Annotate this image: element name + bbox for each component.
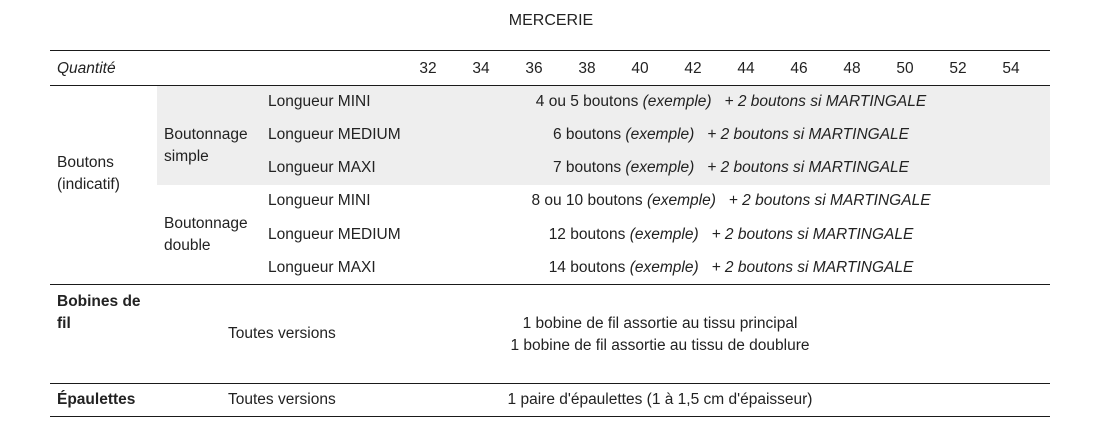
size-header: 48 [843, 60, 861, 77]
martingale-note: + 2 boutons si MARTINGALE [707, 126, 909, 143]
button-count: 4 ou 5 boutons [535, 93, 639, 110]
rule-top [50, 50, 1050, 51]
size-header: 50 [896, 60, 914, 77]
epaulettes-version: Toutes versions [228, 391, 336, 408]
simple-sublabel: simple [164, 148, 209, 165]
example-note: (exemple) [629, 259, 699, 276]
example-note: (exemple) [642, 93, 712, 110]
quantity-label: Quantité [57, 60, 116, 77]
button-count: 8 ou 10 boutons [531, 192, 643, 209]
rule-bottom [50, 416, 1050, 417]
bobines-values [430, 313, 890, 357]
button-count: 6 boutons [553, 126, 622, 143]
simple-label: Boutonnage [164, 126, 248, 143]
button-count-note [531, 192, 931, 210]
size-header: 38 [578, 60, 596, 77]
boutons-label: Boutons [57, 154, 114, 171]
size-header: 46 [790, 60, 808, 77]
size-header: 40 [631, 60, 649, 77]
button-count-note [531, 226, 931, 244]
double-label: Boutonnage [164, 215, 248, 232]
button-count-note [531, 93, 931, 111]
button-count: 14 boutons [548, 259, 626, 276]
double-sublabel: double [164, 237, 211, 254]
size-header: 52 [949, 60, 967, 77]
length-label: Longueur MAXI [268, 259, 376, 276]
size-header: 32 [419, 60, 437, 77]
size-header: 36 [525, 60, 543, 77]
length-label: Longueur MEDIUM [268, 126, 401, 143]
bobines-label: Bobines de [57, 293, 141, 310]
size-header: 44 [737, 60, 755, 77]
length-label: Longueur MEDIUM [268, 226, 401, 243]
button-count: 12 boutons [548, 226, 626, 243]
table-title: MERCERIE [508, 12, 594, 29]
example-note: (exemple) [625, 126, 695, 143]
martingale-note: + 2 boutons si MARTINGALE [711, 226, 914, 243]
bobine-doublure: 1 bobine de fil assortie au tissu de doublure [510, 337, 810, 354]
rule-bobines [50, 383, 1050, 384]
martingale-note: + 2 boutons si MARTINGALE [724, 93, 927, 110]
length-label: Longueur MAXI [268, 159, 376, 176]
boutons-sublabel: (indicatif) [57, 176, 120, 193]
martingale-note: + 2 boutons si MARTINGALE [707, 159, 909, 176]
button-count-note [531, 259, 931, 277]
button-count: 7 boutons [553, 159, 622, 176]
bobine-principal: 1 bobine de fil assortie au tissu principal [522, 315, 798, 332]
size-header: 42 [684, 60, 702, 77]
example-note: (exemple) [625, 159, 695, 176]
rule-boutons [50, 284, 1050, 285]
bobines-sublabel: fil [57, 315, 71, 332]
length-label: Longueur MINI [268, 192, 371, 209]
button-count-note [531, 126, 931, 144]
length-label: Longueur MINI [268, 93, 371, 110]
example-note: (exemple) [629, 226, 699, 243]
epaulettes-label: Épaulettes [57, 391, 136, 408]
martingale-note: + 2 boutons si MARTINGALE [728, 192, 931, 209]
size-header: 54 [1002, 60, 1020, 77]
example-note: (exemple) [646, 192, 716, 209]
size-header: 34 [472, 60, 490, 77]
button-count-note [531, 159, 931, 177]
bobines-version: Toutes versions [228, 325, 336, 342]
martingale-note: + 2 boutons si MARTINGALE [711, 259, 914, 276]
epaulettes-value: 1 paire d'épaulettes (1 à 1,5 cm d'épaisseur) [507, 391, 813, 408]
